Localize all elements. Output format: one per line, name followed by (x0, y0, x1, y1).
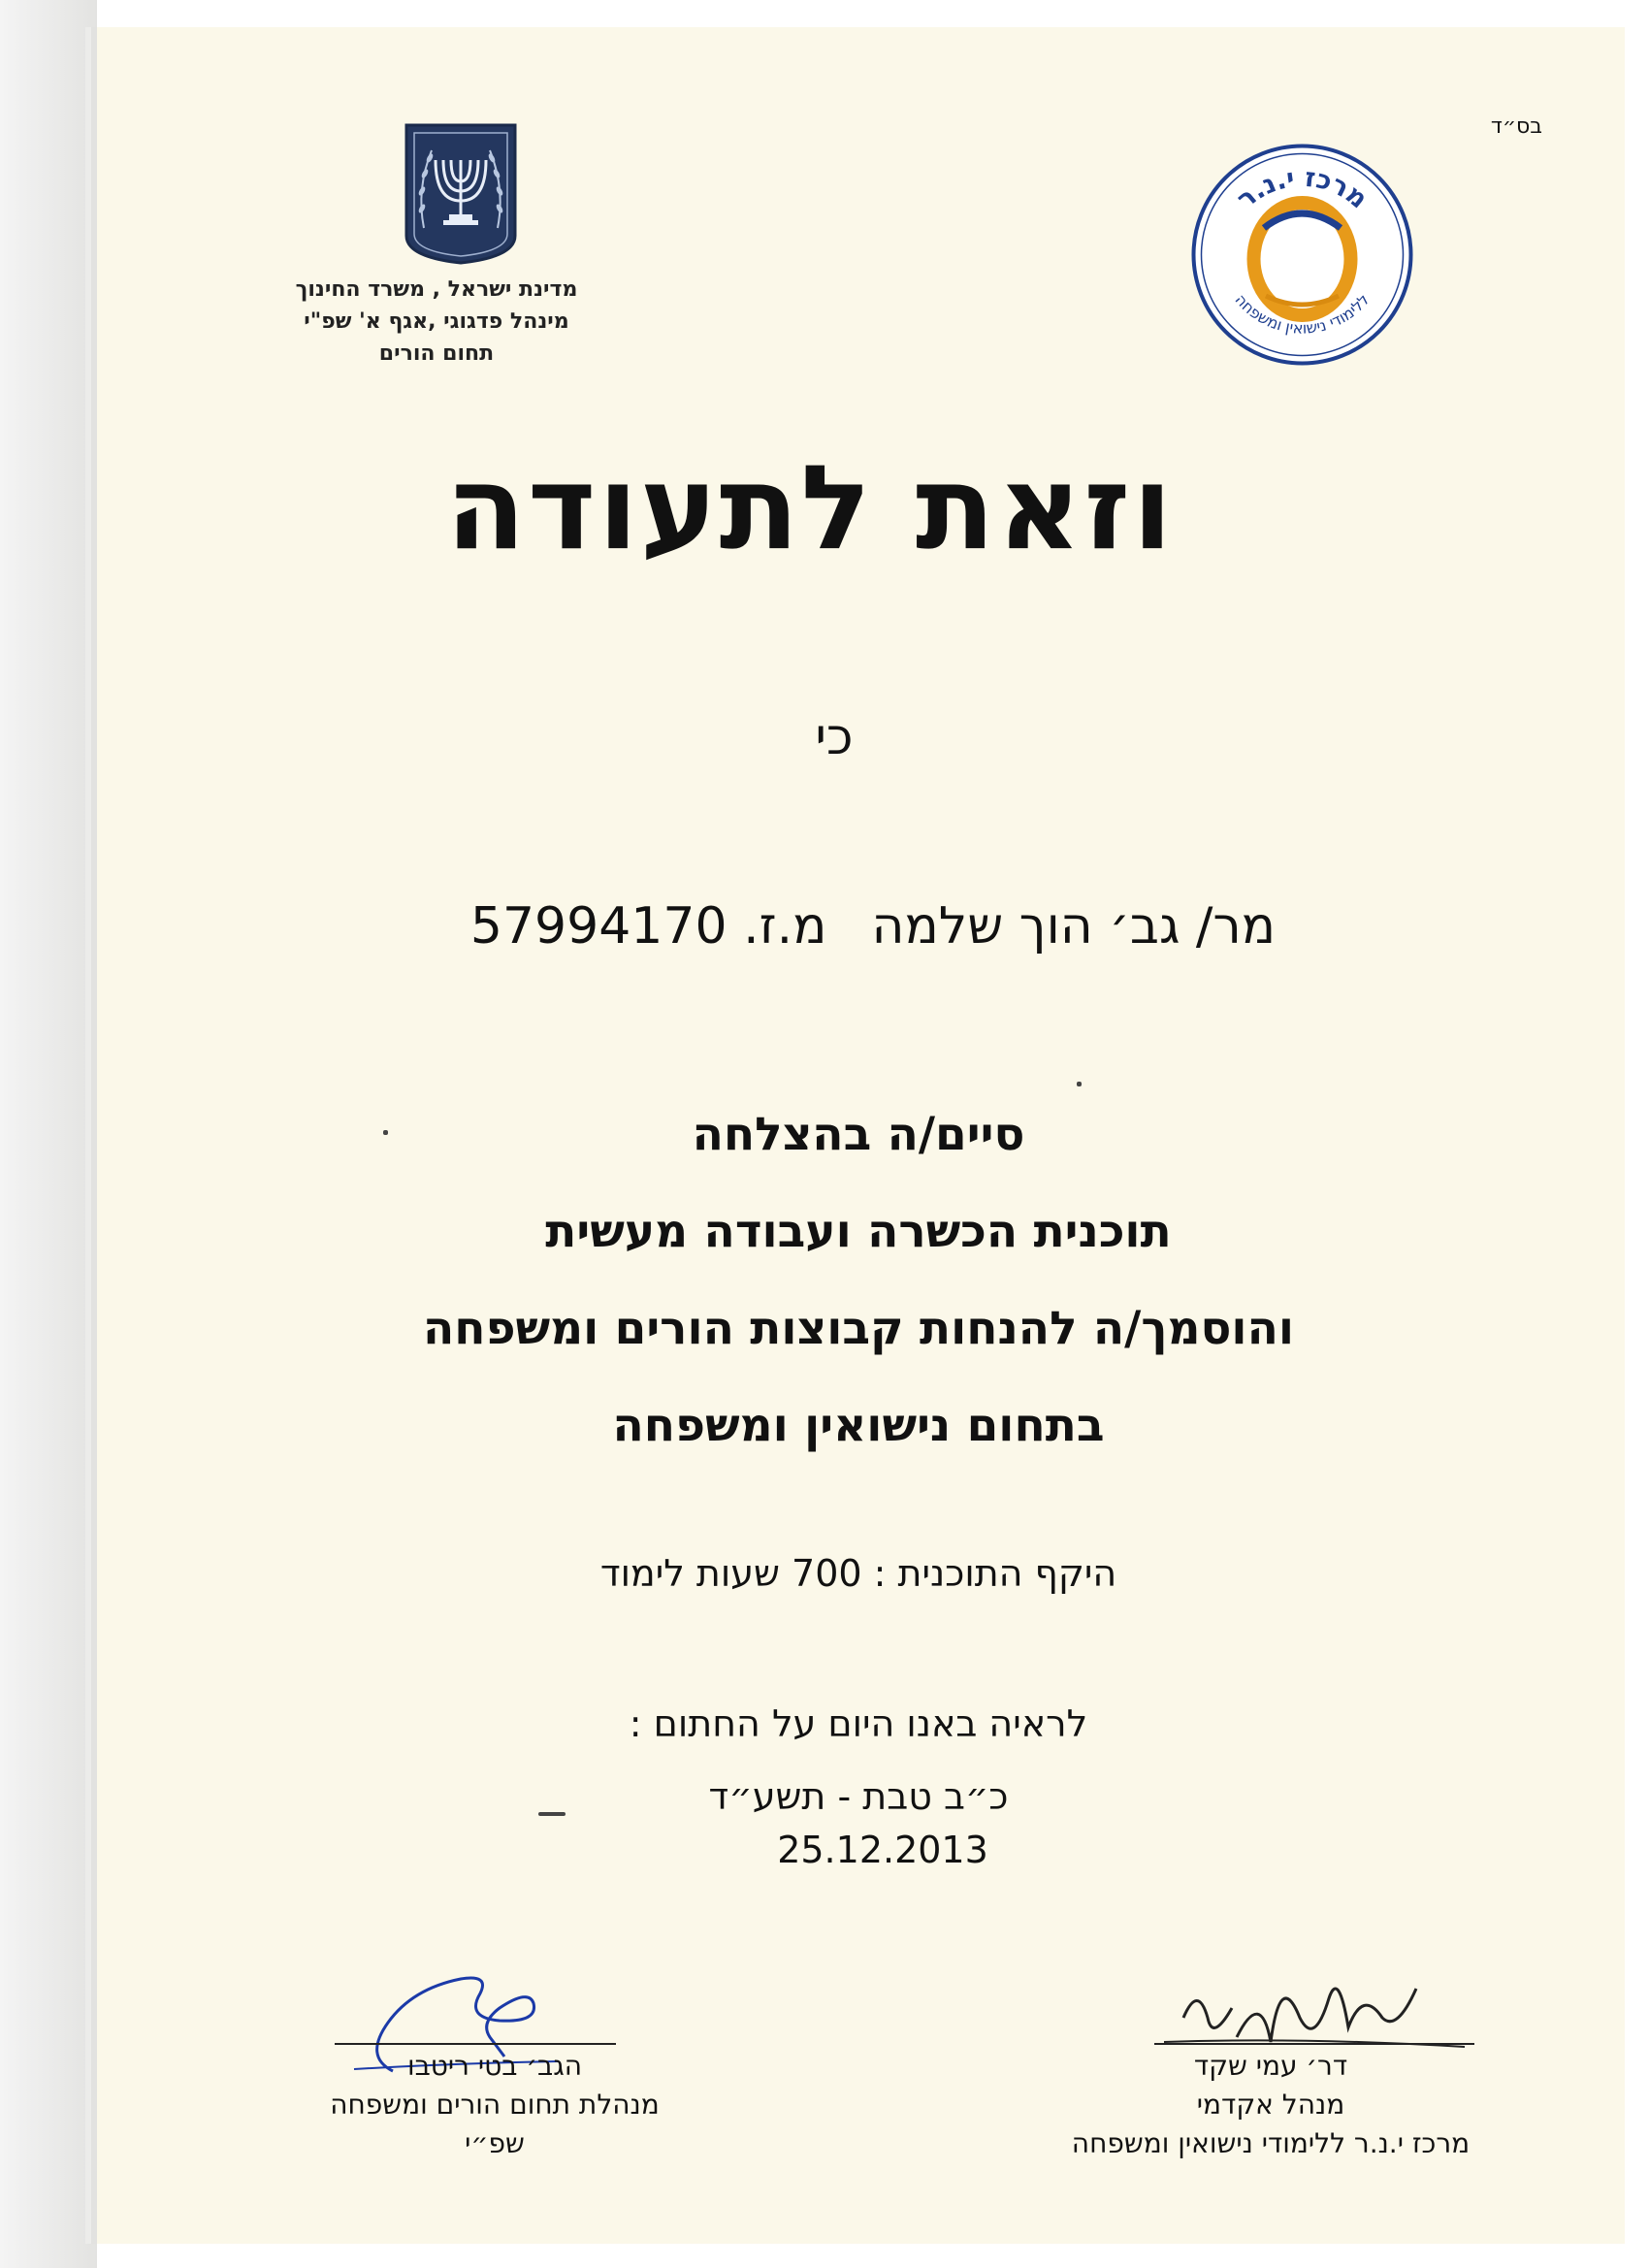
ministry-line: מדינת ישראל , משרד החינוך (295, 277, 578, 302)
logo-bottom-text: ללימודי נישואין ומשפחה (1231, 290, 1374, 338)
scanner-margin (0, 0, 97, 2268)
left-signature-line (335, 2043, 616, 2045)
state-emblem-menorah-icon (403, 121, 519, 265)
signatory-role: מנהל אקדמי (1196, 2089, 1345, 2121)
certificate-title: וזאת לתעודה (445, 441, 1175, 576)
right-signature-line (1154, 2043, 1474, 2045)
scope-hours: 700 (792, 1552, 862, 1595)
recipient-line (436, 897, 1310, 956)
scan-speck (538, 1812, 566, 1816)
id-label: מ.ז. (743, 897, 827, 956)
achievement-line: בתחום נישואין ומשפחה (612, 1399, 1105, 1452)
signatory-role: מנהלת תחום הורים ומשפחה (330, 2089, 660, 2121)
achievement-line: והוסמך/ה להנחות קבוצות הורים ומשפחה (422, 1302, 1294, 1355)
signatory-name: הגב׳ בטי ריטבו (406, 2050, 583, 2082)
right-signatory (1018, 2047, 1523, 2163)
certificate-ki: כי (815, 708, 854, 766)
scope-label: היקף התוכנית : (873, 1552, 1117, 1595)
achievement-line: תוכנית הכשרה ועבודה מעשית (545, 1205, 1172, 1258)
scope-unit: שעות לימוד (599, 1552, 780, 1595)
hebrew-date: כ״ב טבת - תשע״ד (708, 1775, 1009, 1818)
attestation (485, 1688, 1232, 1833)
ministry-line: תחום הורים (378, 341, 495, 366)
attestation-line: לראיה באנו היום על החתום : (629, 1702, 1088, 1745)
corner-note: בס״ד (1490, 114, 1542, 139)
scan-speck (1077, 1082, 1082, 1086)
center-circle-logo-icon (1188, 141, 1416, 369)
id-number: 57994170 (469, 897, 728, 956)
scan-speck (383, 1130, 388, 1135)
signatory-org: שפ״י (465, 2127, 525, 2159)
recipient-name: מר/ גב׳ הוך שלמה (871, 897, 1277, 956)
signatory-name: דר׳ עמי שקד (1193, 2050, 1348, 2082)
program-scope (485, 1552, 1232, 1595)
achievement-line: סיים/ה בהצלחה (692, 1108, 1025, 1161)
ministry-header (276, 274, 597, 370)
left-signatory (286, 2047, 703, 2163)
signatory-org: מרכז י.נ.ר ללימודי נישואין ומשפחה (1071, 2127, 1471, 2159)
logo-top-text: מרכז י.נ.ר (1231, 162, 1374, 215)
ministry-line: מינהל פדגוגי ,אגף א' שפ"י (304, 309, 569, 334)
gregorian-date: 25.12.2013 (777, 1829, 988, 1871)
achievement-block (291, 1086, 1426, 1474)
